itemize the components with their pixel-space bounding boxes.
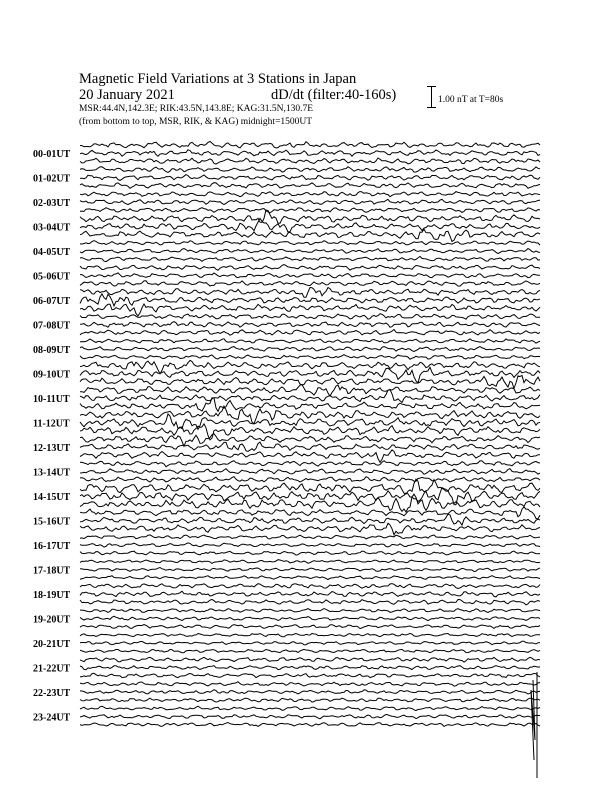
- hour-label: 10-11UT: [33, 394, 70, 405]
- trace-msr: [80, 304, 540, 316]
- trace-kag: [80, 535, 540, 539]
- chart-title: Magnetic Field Variations at 3 Stations in Japan: [79, 71, 357, 87]
- trace-rik: [80, 641, 540, 645]
- trace-rik: [80, 347, 540, 352]
- trace-rik: [80, 218, 540, 232]
- trace-rik: [80, 273, 540, 278]
- trace-msr: [80, 649, 540, 652]
- trace-msr: [80, 229, 540, 241]
- hour-label: 07-08UT: [33, 320, 71, 332]
- trace-rik: [80, 543, 540, 547]
- hour-label: 12-13UT: [33, 443, 71, 454]
- hour-label: 08-09UT: [33, 345, 71, 356]
- trace-rik: [80, 690, 540, 694]
- trace-msr: [80, 523, 540, 535]
- hour-label: 16-17UT: [33, 541, 71, 552]
- trace-rik: [80, 714, 540, 718]
- trace-rik: [80, 150, 540, 157]
- trace-kag: [80, 360, 540, 373]
- chart-date: 20 January 2021: [79, 87, 175, 103]
- hour-label: 01-02UT: [33, 173, 71, 185]
- trace-msr: [80, 723, 540, 727]
- trace-rik: [80, 175, 540, 181]
- trace-kag: [80, 609, 540, 613]
- trace-msr: [80, 450, 540, 463]
- hour-label: 19-20UT: [33, 614, 71, 626]
- trace-rik: [80, 199, 540, 204]
- trace-kag: [80, 584, 540, 589]
- trace-kag: [80, 288, 540, 298]
- chart-quantity: dD/dt (filter:40-160s): [271, 87, 397, 103]
- hour-label: 14-15UT: [33, 492, 71, 503]
- trace-kag: [80, 265, 540, 271]
- hour-label: 15-16UT: [33, 516, 71, 528]
- trace-kag: [80, 633, 540, 637]
- trace-kag: [80, 682, 540, 686]
- trace-kag: [80, 167, 540, 173]
- trace-rik: [80, 322, 540, 328]
- hour-label: 09-10UT: [33, 369, 71, 381]
- trace-msr: [80, 576, 540, 580]
- trace-kag: [80, 385, 540, 396]
- trace-msr: [80, 625, 540, 629]
- trace-msr: [80, 208, 540, 213]
- trace-kag: [80, 192, 540, 197]
- trace-kag: [80, 142, 540, 149]
- trace-msr: [80, 158, 540, 164]
- hour-label: 18-19UT: [33, 590, 71, 601]
- trace-kag: [80, 461, 540, 467]
- hour-label: 13-14UT: [33, 467, 71, 479]
- trace-msr: [80, 183, 540, 189]
- trace-rik: [80, 591, 540, 597]
- trace-kag: [80, 507, 540, 519]
- trace-kag: [80, 339, 540, 343]
- hour-label: 05-06UT: [33, 271, 71, 283]
- trace-msr: [80, 256, 540, 261]
- trace-kag: [80, 657, 540, 662]
- trace-rik: [80, 514, 540, 525]
- trace-order-note: (from bottom to top, MSR, RIK, & KAG) midnight=1500UT: [79, 117, 313, 127]
- trace-msr: [80, 477, 540, 482]
- trace-msr: [80, 698, 540, 702]
- hour-label: 06-07UT: [33, 296, 71, 307]
- hour-label: 22-23UT: [33, 688, 71, 699]
- trace-kag: [80, 241, 540, 245]
- hour-label: 03-04UT: [33, 222, 71, 234]
- trace-msr: [80, 330, 540, 336]
- trace-kag: [80, 314, 540, 319]
- trace-msr: [80, 551, 540, 555]
- trace-rik: [80, 616, 540, 621]
- trace-msr: [80, 281, 540, 286]
- trace-msr: [80, 424, 540, 440]
- hour-label: 23-24UT: [33, 712, 71, 724]
- trace-kag: [80, 560, 540, 564]
- station-list: MSR:44.4N,142.3E; RIK:43.5N,143.8E; KAG:31.5N,130.7E: [79, 104, 314, 114]
- trace-rik: [80, 442, 540, 451]
- trace-kag: [80, 706, 540, 710]
- trace-msr: [80, 673, 540, 677]
- trace-msr: [80, 398, 540, 412]
- trace-msr: [80, 599, 540, 605]
- trace-rik: [80, 666, 540, 670]
- hour-label: 02-03UT: [33, 198, 71, 209]
- amplitude-scale-label: 1.00 nT at T=80s: [438, 95, 504, 105]
- trace-rik: [80, 249, 540, 254]
- hour-label: 04-05UT: [33, 247, 71, 258]
- hour-label: 17-18UT: [33, 565, 71, 577]
- hour-label: 21-22UT: [33, 663, 71, 675]
- hour-label: 00-01UT: [33, 149, 71, 160]
- trace-rik: [80, 469, 540, 475]
- trace-msr: [80, 355, 540, 360]
- trace-kag: [80, 210, 540, 223]
- trace-rik: [80, 294, 540, 306]
- hour-label: 11-12UT: [33, 418, 70, 430]
- hour-label: 20-21UT: [33, 639, 71, 650]
- spike-trace: [531, 672, 537, 778]
- trace-rik: [80, 568, 540, 572]
